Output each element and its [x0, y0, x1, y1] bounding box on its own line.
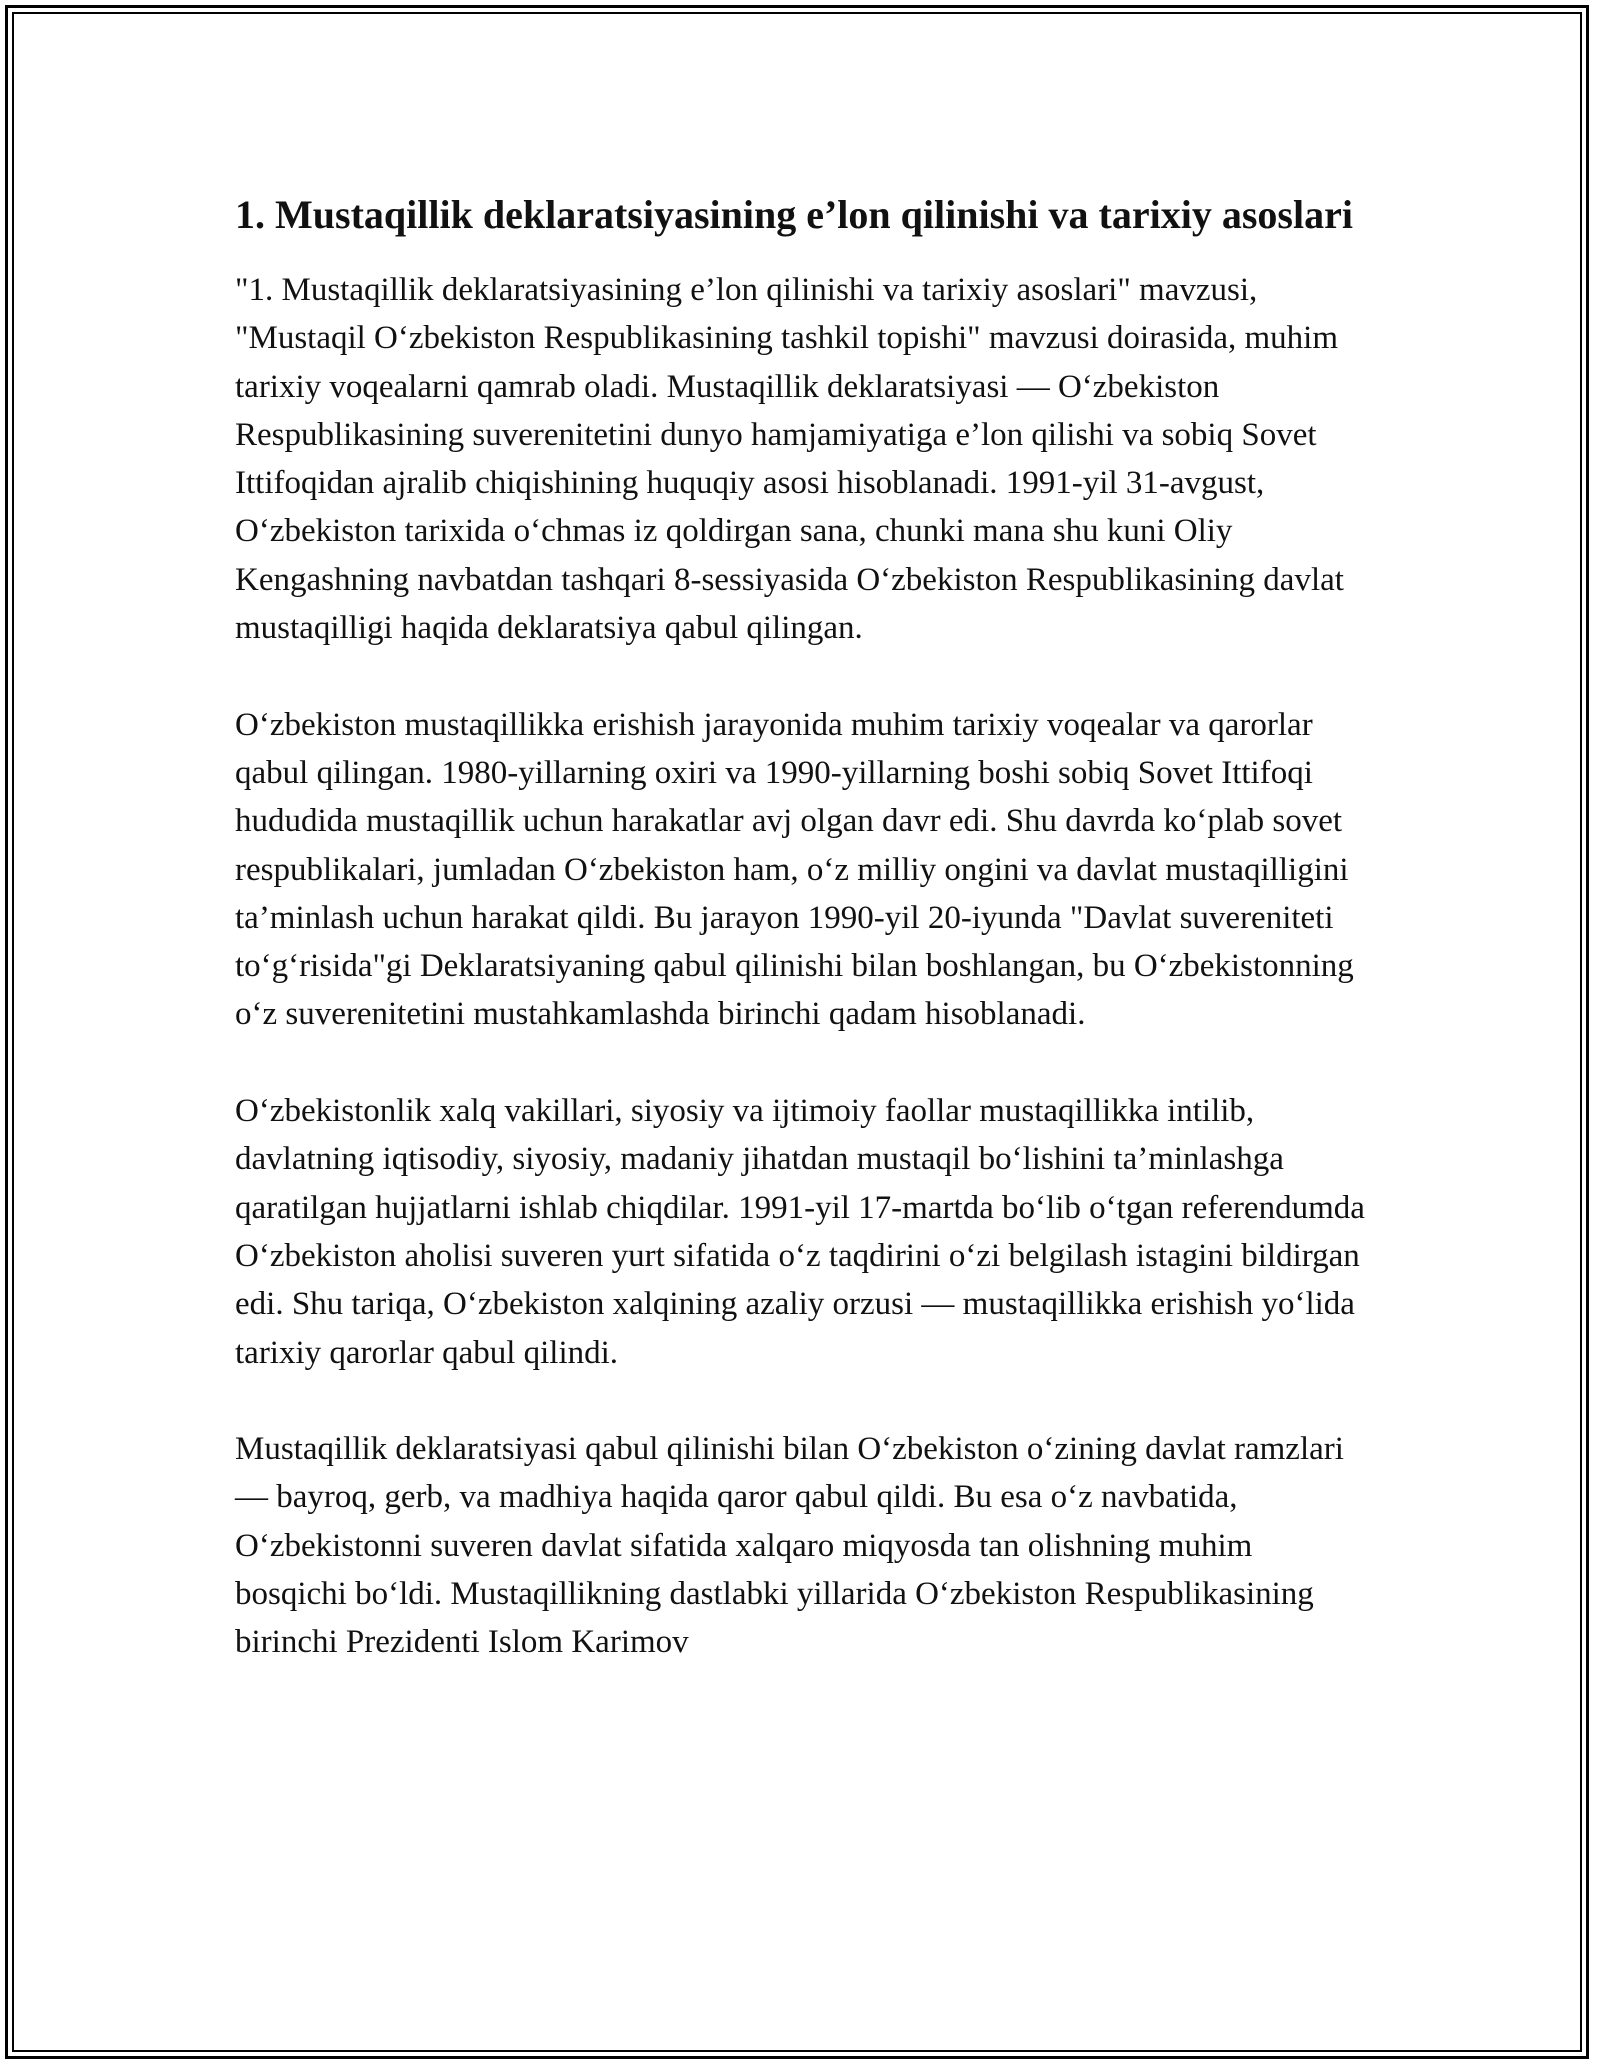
paragraph-2: O‘zbekiston mustaqillikka erishish jarayonida muhim tarixiy voqealar va qarorlar qabul qilingan. 1980-yillarning oxiri va 1990-yillarning boshi sobiq Sovet Ittifoqi hududida mustaqillik uchun harakatlar avj olgan davr edi. Shu davrda ko‘plab sovet respublikalari, jumladan O‘zbekiston ham, o‘z milliy ongini va davlat mustaqilligini ta’minlash uchun harakat qildi. Bu jarayon 1990-yil 20-iyunda "Davlat suvereniteti to‘g‘risida"gi Deklaratsiyaning qabul qilinishi bilan boshlangan, bu O‘zbekistonning o‘z suverenitetini mustahkamlashda birinchi qadam hisoblanadi.: [235, 706, 1354, 1033]
paragraph-1: "1. Mustaqillik deklaratsiyasining e’lon qilinishi va tarixiy asoslari" mavzusi, "Mustaqil O‘zbekiston Respublikasining tashkil topishi" mavzusi doirasida, muhim tarixiy voqealarni qamrab oladi. Mustaqillik deklaratsiyasi — O‘zbekiston Respublikasining suverenitetini dunyo hamjamiyatiga e’lon qilishi va sobiq Sovet Ittifoqidan ajralib chiqishining huquqiy asosi hisoblanadi. 1991-yil 31-avgust, O‘zbekiston tarixida o‘chmas iz qoldirgan sana, chunki mana shu kuni Oliy Kengashning navbatdan tashqari 8-sessiyasida O‘zbekiston Respublikasining davlat mustaqilligi haqida deklaratsiya qabul qilingan.: [235, 272, 1344, 647]
paragraph-3: O‘zbekistonlik xalq vakillari, siyosiy va ijtimoiy faollar mustaqillikka intilib, davlatning iqtisodiy, siyosiy, madaniy jihatdan mustaqil bo‘lishini ta’minlashga qaratilgan hujjatlarni ishlab chiqdilar. 1991-yil 17-martda bo‘lib o‘tgan referendumda O‘zbekiston aholisi suveren yurt sifatida o‘z taqdirini o‘zi belgilash istagini bildirgan edi. Shu tariqa, O‘zbekiston xalqining azaliy orzusi — mustaqillikka erishish yo‘lida tarixiy qarorlar qabul qilindi.: [235, 1093, 1365, 1371]
document-title: 1. Mustaqillik deklaratsiyasining e’lon qilinishi va tarixiy asoslari: [235, 192, 1353, 237]
document-body: [235, 187, 1365, 1667]
paragraph-4: Mustaqillik deklaratsiyasi qabul qilinishi bilan O‘zbekiston o‘zining davlat ramzlari — bayroq, gerb, va madhiya haqida qaror qabul qildi. Bu esa o‘z navbatida, O‘zbekistonni suveren davlat sifatida xalqaro miqyosda tan olishning muhim bosqichi bo‘ldi. Mustaqillikning dastlabki yillarida O‘zbekiston Respublikasining birinchi Prezidenti Islom Karimov: [235, 1431, 1344, 1661]
